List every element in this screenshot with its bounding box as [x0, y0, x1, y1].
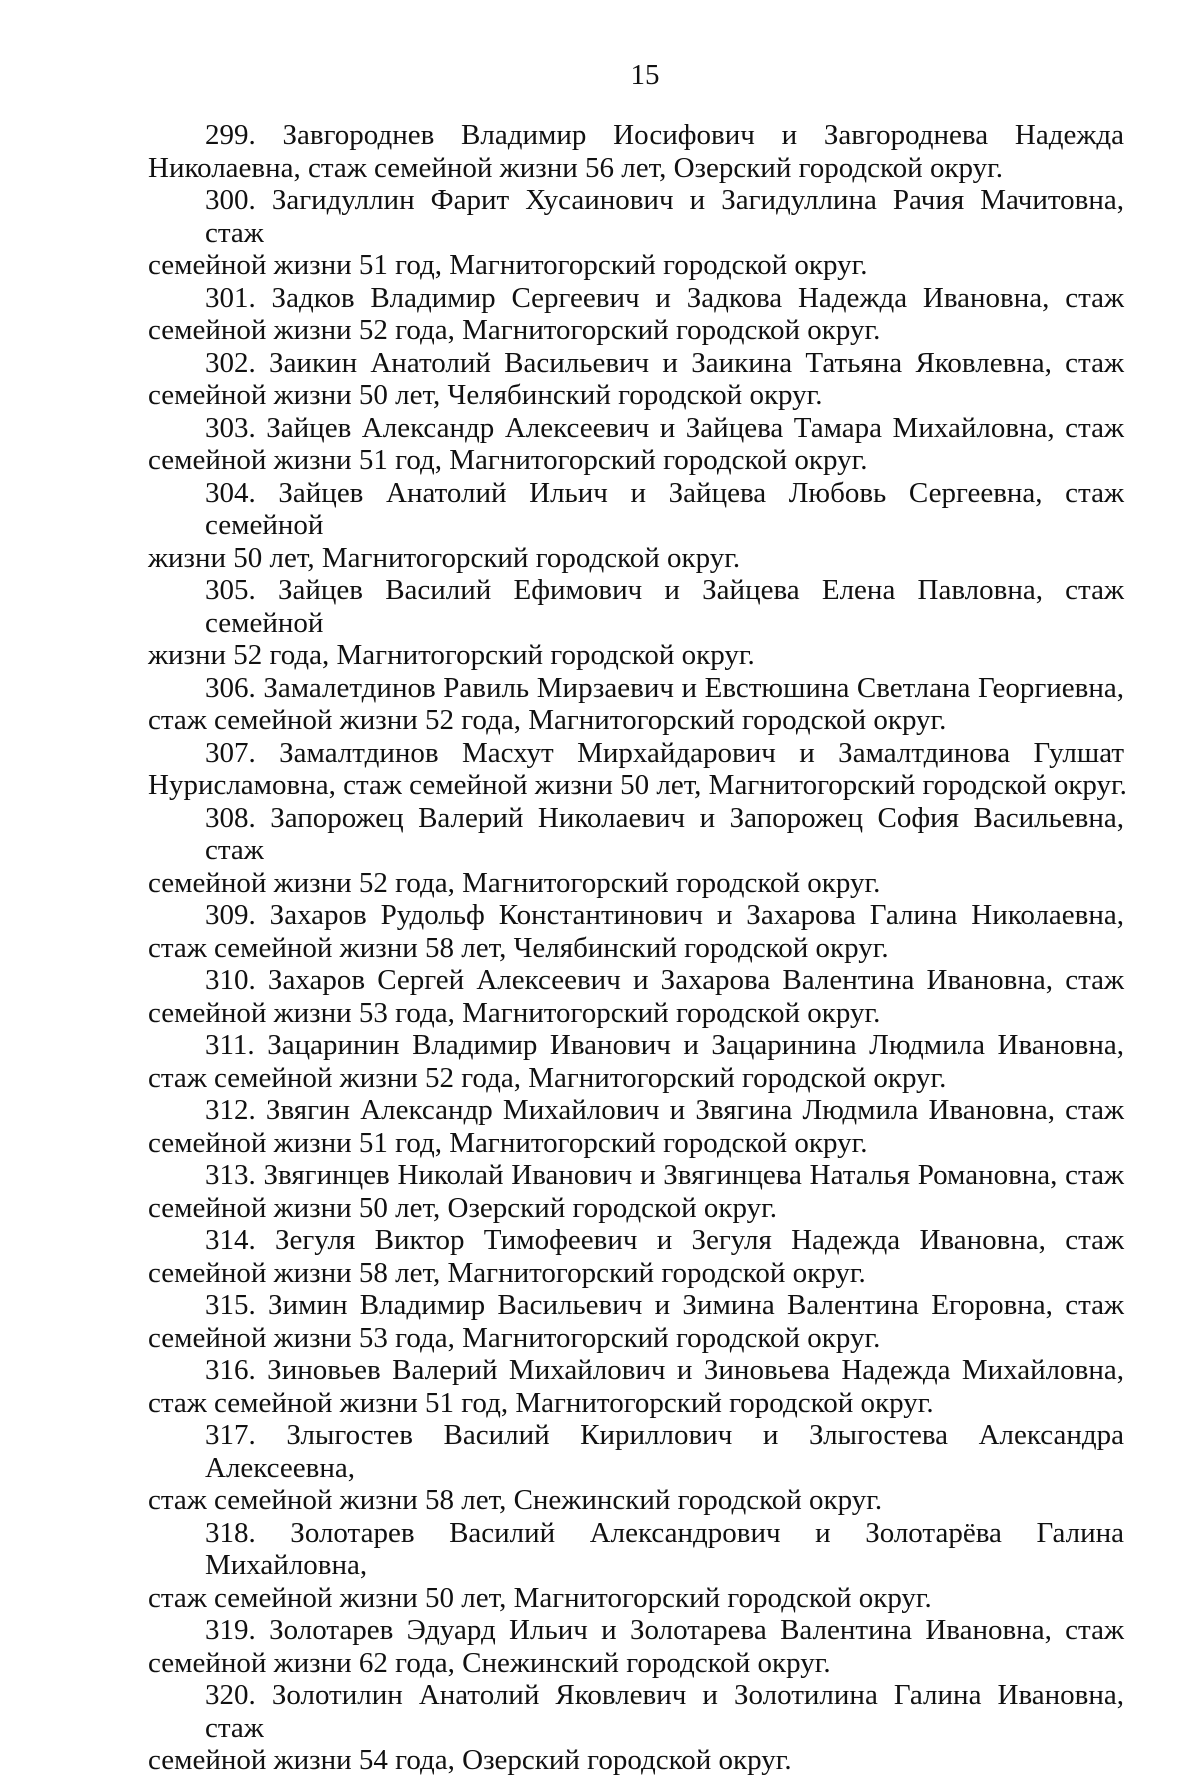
entry-continuation-line: жизни 52 года, Магнитогорский городской округ. [148, 639, 755, 671]
entry-first-line: 301. Задков Владимир Сергеевич и Задкова Надежда Ивановна, стаж [205, 281, 1124, 314]
entry-continuation-line: жизни 50 лет, Магнитогорский городской округ. [148, 541, 741, 574]
entry-first-line: 300. Загидуллин Фарит Хусаинович и Загидуллина Рачия Мачитовна, стаж [205, 184, 1124, 249]
list-item [148, 899, 1124, 964]
entry-first-line: 307. Замалтдинов Масхут Мирхайдарович и Замалтдинова Гулшат [205, 736, 1124, 769]
entry-continuation-line: семейной жизни 50 лет, Озерский городской округ. [148, 1191, 777, 1224]
entry-continuation-line: семейной жизни 54 года, Озерский городской округ. [148, 1744, 792, 1776]
entry-continuation-line: семейной жизни 53 года, Магнитогорский городской округ. [148, 1321, 881, 1354]
entry-first-line: 317. Злыгостев Василий Кириллович и Злыгостева Александра Алексеевна, [205, 1419, 1124, 1484]
entry-first-line: 313. Звягинцев Николай Иванович и Звягинцева Наталья Романовна, стаж [205, 1159, 1124, 1191]
entry-first-line: 303. Зайцев Александр Алексеевич и Зайцева Тамара Михайловна, стаж [205, 411, 1124, 444]
entry-first-line: 310. Захаров Сергей Алексеевич и Захарова Валентина Ивановна, стаж [205, 964, 1124, 996]
page-number: 15 [630, 59, 660, 91]
list-item [148, 1354, 1124, 1419]
entry-first-line: 304. Зайцев Анатолий Ильич и Зайцева Любовь Сергеевна, стаж семейной [205, 476, 1124, 541]
entry-continuation-line: стаж семейной жизни 58 лет, Снежинский городской округ. [148, 1484, 883, 1516]
entry-continuation-line: Нурисламовна, стаж семейной жизни 50 лет, Магнитогорский городской округ. [148, 769, 1127, 801]
entry-first-line: 312. Звягин Александр Михайлович и Звягина Людмила Ивановна, стаж [205, 1094, 1124, 1126]
entry-continuation-line: стаж семейной жизни 52 года, Магнитогорский городской округ. [148, 1061, 947, 1094]
list-item [148, 574, 1124, 672]
entry-first-line: 299. Завгороднев Владимир Иосифович и Завгороднева Надежда [205, 119, 1124, 151]
list-item [148, 672, 1124, 737]
entry-continuation-line: семейной жизни 51 год, Магнитогорский городской округ. [148, 444, 868, 476]
list-item [148, 119, 1124, 184]
entry-continuation-line: стаж семейной жизни 50 лет, Магнитогорский городской округ. [148, 1581, 932, 1614]
list-item [148, 477, 1124, 575]
list-item [148, 1029, 1124, 1094]
entry-first-line: 315. Зимин Владимир Васильевич и Зимина Валентина Егоровна, стаж [205, 1289, 1124, 1321]
entry-continuation-line: семейной жизни 53 года, Магнитогорский городской округ. [148, 996, 881, 1029]
list-item [148, 412, 1124, 477]
list-item [148, 347, 1124, 412]
list-item [148, 282, 1124, 347]
list-item [148, 1517, 1124, 1615]
list-item [148, 736, 1127, 802]
list-item [148, 1224, 1124, 1289]
entry-continuation-line: семейной жизни 58 лет, Магнитогорский городской округ. [148, 1256, 866, 1289]
list-item [148, 1094, 1124, 1159]
entry-first-line: 318. Золотарев Василий Александрович и Золотарёва Галина Михайловна, [205, 1516, 1124, 1581]
entry-continuation-line: стаж семейной жизни 51 год, Магнитогорский городской округ. [148, 1386, 934, 1419]
entry-continuation-line: семейной жизни 52 года, Магнитогорский городской округ. [148, 314, 881, 346]
list-item [148, 1419, 1124, 1517]
list-item [148, 184, 1124, 282]
entry-continuation-line: семейной жизни 50 лет, Челябинский городской округ. [148, 379, 823, 411]
entry-first-line: 306. Замалетдинов Равиль Мирзаевич и Евстюшина Светлана Георгиевна, [205, 671, 1124, 704]
entry-first-line: 314. Зегуля Виктор Тимофеевич и Зегуля Надежда Ивановна, стаж [205, 1224, 1124, 1256]
list-item [148, 1289, 1124, 1354]
entry-first-line: 311. Зацаринин Владимир Иванович и Зацаринина Людмила Ивановна, [205, 1029, 1124, 1061]
entry-continuation-line: семейной жизни 51 год, Магнитогорский городской округ. [148, 249, 868, 281]
entry-continuation-line: семейной жизни 62 года, Снежинский городской округ. [148, 1646, 831, 1679]
entry-first-line: 309. Захаров Рудольф Константинович и Захарова Галина Николаевна, [205, 899, 1124, 931]
list-item [148, 1159, 1124, 1224]
entry-first-line: 320. Золотилин Анатолий Яковлевич и Золотилина Галина Ивановна, стаж [205, 1679, 1124, 1744]
entry-first-line: 305. Зайцев Василий Ефимович и Зайцева Елена Павловна, стаж семейной [205, 574, 1124, 639]
entry-continuation-line: семейной жизни 52 года, Магнитогорский городской округ. [148, 866, 881, 899]
list-item [148, 1679, 1124, 1777]
entry-first-line: 308. Запорожец Валерий Николаевич и Запорожец София Васильевна, стаж [205, 801, 1124, 866]
entry-first-line: 316. Зиновьев Валерий Михайлович и Зиновьева Надежда Михайловна, [205, 1354, 1124, 1386]
entry-list [148, 119, 1127, 1777]
entry-first-line: 319. Золотарев Эдуард Ильич и Золотарева Валентина Ивановна, стаж [205, 1614, 1124, 1646]
entry-first-line: 302. Заикин Анатолий Васильевич и Заикина Татьяна Яковлевна, стаж [205, 346, 1124, 379]
list-item [148, 802, 1124, 900]
entry-continuation-line: стаж семейной жизни 58 лет, Челябинский городской округ. [148, 931, 889, 964]
list-item [148, 1614, 1124, 1679]
entry-continuation-line: семейной жизни 51 год, Магнитогорский городской округ. [148, 1126, 868, 1159]
entry-continuation-line: стаж семейной жизни 52 года, Магнитогорский городской округ. [148, 704, 947, 736]
list-item [148, 964, 1124, 1029]
entry-continuation-line: Николаевна, стаж семейной жизни 56 лет, Озерский городской округ. [148, 151, 1004, 184]
